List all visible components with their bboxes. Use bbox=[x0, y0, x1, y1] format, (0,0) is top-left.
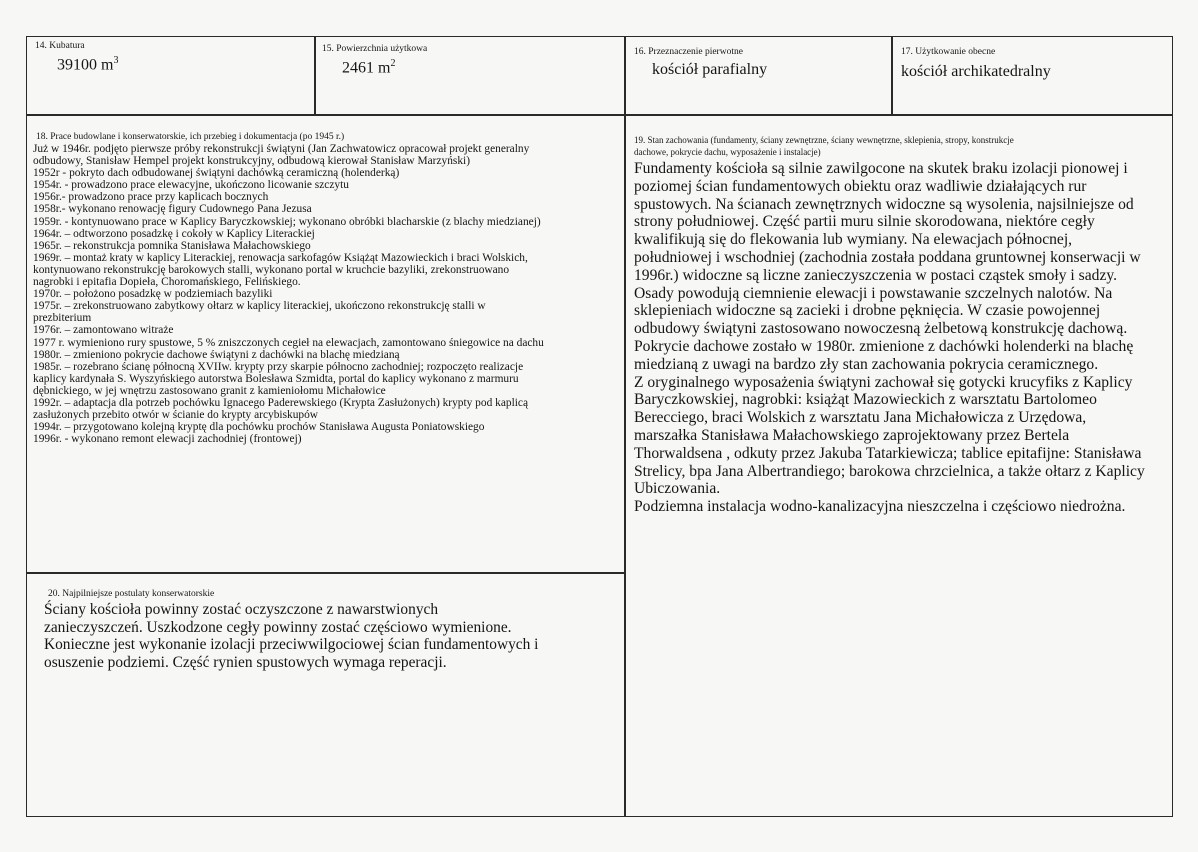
section20-postulates-text bbox=[44, 601, 538, 671]
section19-condition-text bbox=[634, 160, 1146, 516]
field14-label: 14. Kubatura bbox=[35, 41, 85, 51]
list-item: 1975r. – zrekonstruowano zabytkowy ołtarz w kaplicy literackiej, ukończono rekonstrukcję stalli w bbox=[33, 300, 486, 313]
field17-label: 17. Użytkowanie obecne bbox=[901, 47, 996, 57]
list-item: 1969r. – montaż kraty w kaplicy Literackiej, renowacja sarkofagów Książąt Mazowieckich i braci Wolskich, bbox=[33, 251, 528, 264]
list-item: kontynuowano rekonstrukcję barokowych stalli, wykonano portal w kruchcie bazyliki, zrekonstruowano bbox=[33, 263, 510, 276]
list-item: 1994r. – przygotowano kolejną kryptę dla pochówku prochów Stanisława Augusta Poniatowskiego bbox=[33, 421, 485, 434]
section20-label: 20. Najpilniejsze postulaty konserwatorskie bbox=[48, 589, 215, 599]
list-item: nagrobki i epitafia Dopieła, Choromańskiego, Felińskiego. bbox=[33, 276, 301, 289]
list-item: 1985r. – rozebrano ścianę północną XVIIw. krypty przy skarpie północno zachodniej; rozpoczęto realizacje bbox=[33, 360, 524, 373]
field16-label: 16. Przeznaczenie pierwotne bbox=[634, 47, 743, 57]
header-divider-2 bbox=[624, 36, 626, 115]
field17-value: kościół archikatedralny bbox=[901, 63, 1051, 80]
list-item: zasłużonych przebito otwór w ścianie do krypty arcybiskupów bbox=[33, 409, 319, 422]
list-item: Już w 1946r. podjęto pierwsze próby rekonstrukcji świątyni (Jan Zachwatowicz opracował projekt generalny bbox=[33, 143, 530, 155]
list-item: 1977 r. wymieniono rury spustowe, 5 % zniszczonych cegieł na elewacjach, zamontowano śniegowice na dachu bbox=[33, 336, 544, 349]
list-item: 1958r.- wykonano renowację figury Cudownego Pana Jezusa bbox=[33, 203, 312, 216]
section18-label: 18. Prace budowlane i konserwatorskie, ich przebieg i dokumentacja (po 1945 r.) bbox=[36, 132, 345, 142]
field16-value: kościół parafialny bbox=[652, 61, 768, 78]
header-divider-3 bbox=[891, 36, 893, 115]
postulate-line: Ściany kościoła powinny zostać oczyszczone z nawarstwionych bbox=[44, 601, 439, 618]
list-item: 1959r. - kontynuowano prace w Kaplicy Baryczkowskiej; wykonano obróbki blacharskie (z blachy miedzianej) bbox=[33, 215, 541, 228]
list-item: kaplicy kardynała S. Wyszyńskiego autorstwa Bolesława Szmidta, portal do kaplicy wykonano z marmuru bbox=[33, 372, 519, 385]
field15-label: 15. Powierzchnia użytkowa bbox=[322, 44, 428, 54]
main-column-divider bbox=[624, 114, 626, 817]
list-item: 1976r. – zamontowano witraże bbox=[33, 324, 174, 337]
condition-paragraph: Podziemna instalacja wodno-kanalizacyjna nieszczelna i częściowo niedrożna. bbox=[634, 498, 1126, 516]
postulate-line: osuszenie podziemi. Część rynien spustowych wymaga reperacji. bbox=[44, 653, 447, 671]
list-item: 1965r. – rekonstrukcja pomnika Stanisława Małachowskiego bbox=[33, 239, 311, 252]
list-item: prezbiterium bbox=[33, 312, 92, 325]
postulate-line: Konieczne jest wykonanie izolacji przeciwwilgociowej ścian fundamentowych i bbox=[44, 636, 539, 654]
section19-label-line1: 19. Stan zachowania (fundamenty, ściany zewnętrzne, ściany wewnętrzne, sklepienia, stropy, konstrukcje bbox=[634, 135, 1014, 145]
list-item: 1964r. – odtworzono posadzkę i cokoły w Kaplicy Literackiej bbox=[33, 227, 315, 240]
section20-divider bbox=[26, 572, 625, 574]
condition-paragraph: Z oryginalnego wyposażenia świątyni zachował się gotycki krucyfiks z Kaplicy Baryczkowskiej, nagrobki: książąt Mazowieckich z warsztatu Bartolomeo Berecciego, braci Wolskich z warsztatu Jana Michałowicza z Urzędowa, marszałka Stanisława Małachowskiego zaprojektowany przez Bertela Thorwaldsena , odkuty przez Jakuba Tatarkiewicza; tablice epitafijne: Stanisława Strelicy, bpa Jana Albertrandiego; barokowa chrzcielnica, a także ołtarz z Kaplicy Ubiczowania. bbox=[634, 373, 1145, 498]
list-item: odbudowy, Stanisław Hempel projekt konstrukcyjny, odbudową kierował Stanisław Marzyński) bbox=[33, 155, 470, 168]
list-item: 1992r. – adaptacja dla potrzeb pochówku Ignacego Paderewskiego (Krypta Zasłużonych) krypty pod kaplicą bbox=[33, 396, 529, 409]
header-divider-1 bbox=[314, 36, 316, 115]
field14-value: 39100 $m^3$ bbox=[57, 55, 119, 74]
list-item: 1980r. – zmieniono pokrycie dachowe świątyni z dachówki na blachę miedzianą bbox=[33, 348, 400, 361]
list-item: 1952r - pokryto dach odbudowanej świątyni dachówką ceramiczną (holenderką) bbox=[33, 167, 400, 180]
list-item: dębnickiego, w jej wnętrzu zastosowano granit z kamieniołomu Michałowice bbox=[33, 384, 386, 397]
section18-work-list bbox=[33, 143, 618, 445]
header-row-divider bbox=[26, 114, 1173, 116]
list-item: 1956r.- prowadzono prace przy kaplicach bocznych bbox=[33, 191, 269, 204]
field15-value: 2461 $m^2$ bbox=[342, 58, 396, 77]
list-item: 1996r. - wykonano remont elewacji zachodniej (frontowej) bbox=[33, 433, 302, 446]
list-item: 1954r. - prowadzono prace elewacyjne, ukończono licowanie szczytu bbox=[33, 179, 349, 192]
postulate-line: zanieczyszczeń. Uszkodzone cegły powinny zostać częściowo wymienione. bbox=[44, 618, 512, 636]
condition-paragraph: Fundamenty kościoła są silnie zawilgocone na skutek braku izolacji pionowej i poziomej ścian fundamentowych obiektu oraz wadliwie działających rur spustowych. Na ścianach zewnętrznych widoczne są wysolenia, najsilniejsze od strony południowej. Część partii muru silnie skorodowana, niektóre cegły kwalifikują się do flekowania lub wymiany. Na elewacjach północnej, południowej i wschodniej (zachodnia została poddana gruntownej konserwacji w 1996r.) widoczne są liczne zanieczyszczenia w postaci cząstek smoły i sadzy. Osady powodują ciemnienie elewacji i powstawanie szczelnych nalotów. Na sklepieniach widoczne są zacieki i drobne pęknięcia. W czasie powojennej odbudowy świątyni zastosowano nowoczesną żelbetową konstrukcję dachową. Pokrycie dachowe zostało w 1980r. zmienione z dachówki holenderki na blachę miedzianą z uwagi na bardzo zły stan zachowania pokrycia ceramicznego. bbox=[634, 160, 1141, 373]
list-item: 1970r. – położono posadzkę w podziemiach bazyliki bbox=[33, 288, 273, 301]
section19-label-line2: dachowe, pokrycie dachu, wyposażenie i instalacje) bbox=[634, 147, 821, 157]
